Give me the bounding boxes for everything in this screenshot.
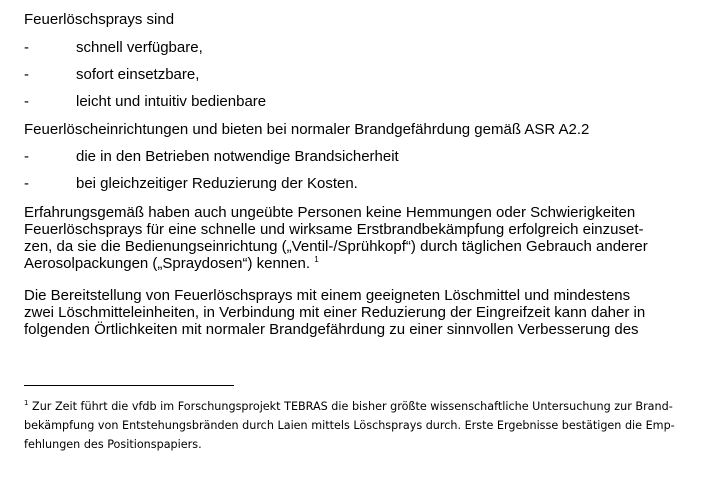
bullet-item	[24, 148, 704, 166]
bullet-item	[24, 175, 704, 193]
paragraph-line: Erfahrungsgemäß haben auch ungeübte Personen keine Hemmungen oder Schwierigkeiten	[24, 204, 636, 221]
bullet-text: die in den Betrieben notwendige Brandsicherheit	[76, 148, 399, 165]
bullet-text: schnell verfügbare,	[76, 39, 203, 56]
paragraph-line: folgenden Örtlichkeiten mit normaler Brandgefährdung zu einer sinnvollen Verbesserung des	[24, 321, 639, 338]
footnote-reference[interactable]: 1	[314, 255, 319, 264]
footnote-line: fehlungen des Positionspapiers.	[24, 438, 202, 451]
footnote-separator	[24, 385, 234, 386]
bullet-dash: -	[24, 93, 29, 110]
bullet-item	[24, 39, 704, 57]
bullet-text: leicht und intuitiv bedienbare	[76, 93, 267, 110]
middle-line: Feuerlöscheinrichtungen und bieten bei normaler Brandgefährdung gemäß ASR A2.2	[24, 121, 590, 138]
paragraph-experience	[24, 204, 704, 272]
bullet-dash: -	[24, 66, 29, 83]
footnote-line	[24, 397, 714, 416]
paragraph-line: Feuerlöschsprays für eine schnelle und wirksame Erstbrandbekämpfung erfolgreich einzuset-	[24, 221, 644, 238]
paragraph-line: zwei Löschmitteleinheiten, in Verbindung mit einer Reduzierung der Eingreifzeit kann daher in	[24, 304, 646, 321]
bullet-dash: -	[24, 39, 29, 56]
bullet-dash: -	[24, 175, 29, 192]
paragraph-provision	[24, 287, 704, 338]
bullet-text: sofort einsetzbare,	[76, 66, 200, 83]
paragraph-line: zen, da sie die Bedienungseinrichtung („Ventil-/Sprühkopf“) durch täglichen Gebrauch anderer	[24, 238, 648, 255]
intro-line: Feuerlöschsprays sind	[24, 11, 175, 28]
bullet-item	[24, 66, 704, 84]
paragraph-line: Die Bereitstellung von Feuerlöschsprays mit einem geeigneten Löschmittel und mindestens	[24, 287, 631, 304]
paragraph-line	[24, 255, 704, 272]
footnote-line-text: Zur Zeit führt die vfdb im Forschungsprojekt TEBRAS die bisher größte wissenschaftliche Untersuchung zur Brand-	[32, 400, 673, 413]
footnote-marker: 1	[24, 399, 29, 407]
bullet-text: bei gleichzeitiger Reduzierung der Kosten.	[76, 175, 358, 192]
footnote-line: bekämpfung von Entstehungsbränden durch Laien mittels Löschsprays durch. Erste Ergebnisse bestätigen die Emp-	[24, 419, 675, 432]
paragraph-line-text: Aerosolpackungen („Spraydosen“) kennen.	[24, 255, 311, 272]
bullet-item	[24, 93, 704, 111]
bullet-dash: -	[24, 148, 29, 165]
footnote	[24, 397, 714, 454]
